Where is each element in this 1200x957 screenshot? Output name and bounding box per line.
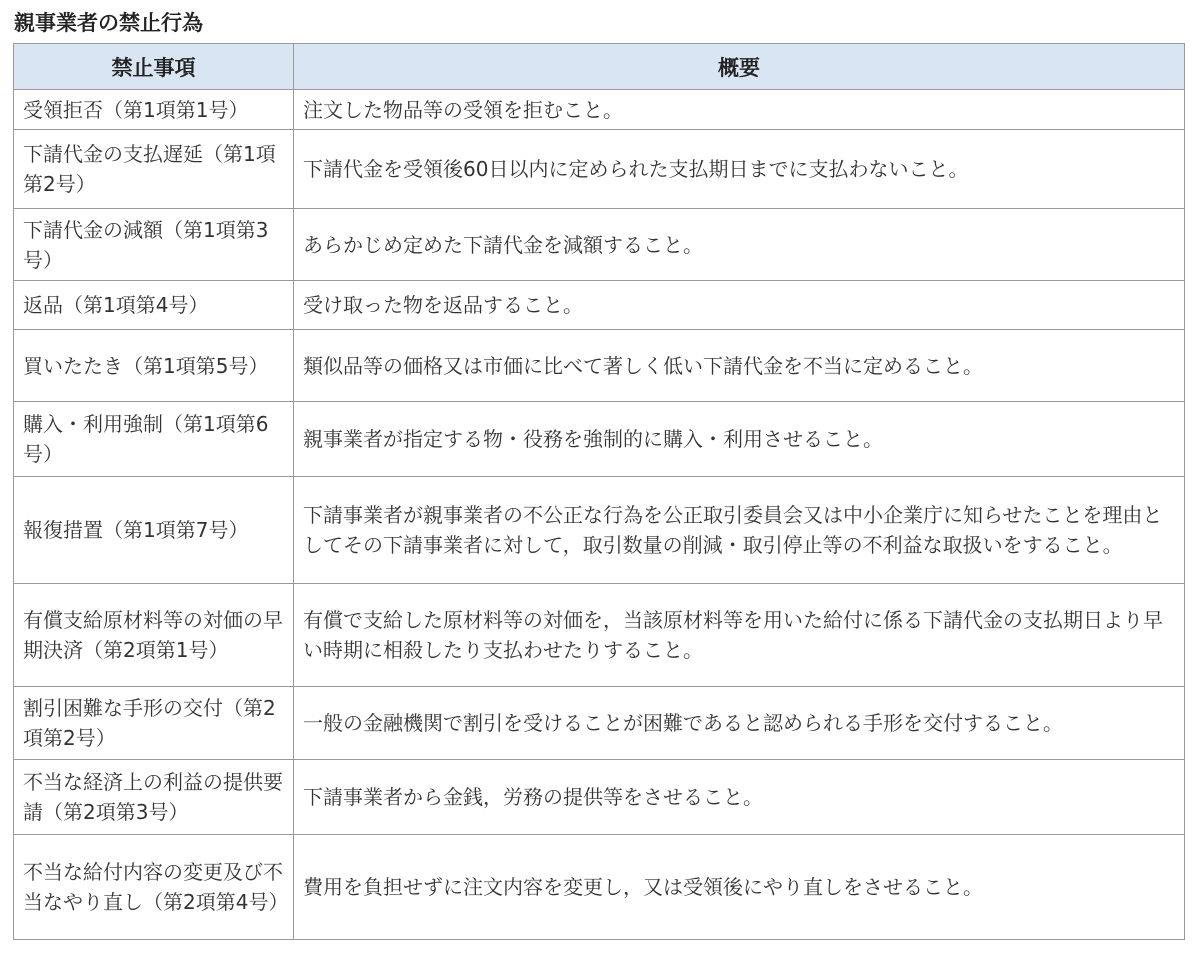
summary-cell: 下請事業者が親事業者の不公正な行為を公正取引委員会又は中小企業庁に知らせたことを理由としてその下請事業者に対して，取引数量の削減・取引停止等の不利益な取扱いをすること。 <box>294 477 1185 584</box>
summary-cell: 下請代金を受領後60日以内に定められた支払期日までに支払わないこと。 <box>294 130 1185 209</box>
prohibited-item-cell: 受領拒否（第1項第1号） <box>14 90 294 130</box>
summary-cell: 類似品等の価格又は市価に比べて著しく低い下請代金を不当に定めること。 <box>294 330 1185 402</box>
table-row <box>14 90 1185 130</box>
table-row <box>14 209 1185 281</box>
table-row <box>14 330 1185 402</box>
header-row <box>14 44 1185 90</box>
prohibited-item-cell: 下請代金の支払遅延（第1項第2号） <box>14 130 294 209</box>
section-title: 親事業者の禁止行為 <box>14 11 203 35</box>
header-prohibited-item: 禁止事項 <box>14 44 294 90</box>
prohibited-item-cell: 有償支給原材料等の対価の早期決済（第2項第1号） <box>14 584 294 687</box>
table-row <box>14 402 1185 477</box>
summary-cell: あらかじめ定めた下請代金を減額すること。 <box>294 209 1185 281</box>
table-row <box>14 760 1185 835</box>
summary-cell: 注文した物品等の受領を拒むこと。 <box>294 90 1185 130</box>
summary-cell: 費用を負担せずに注文内容を変更し，又は受領後にやり直しをさせること。 <box>294 835 1185 940</box>
prohibited-item-cell: 購入・利用強制（第1項第6号） <box>14 402 294 477</box>
prohibited-item-cell: 不当な経済上の利益の提供要請（第2項第3号） <box>14 760 294 835</box>
summary-cell: 有償で支給した原材料等の対価を，当該原材料等を用いた給付に係る下請代金の支払期日より早い時期に相殺したり支払わせたりすること。 <box>294 584 1185 687</box>
prohibited-item-cell: 返品（第1項第4号） <box>14 281 294 330</box>
table-row <box>14 687 1185 760</box>
summary-cell: 親事業者が指定する物・役務を強制的に購入・利用させること。 <box>294 402 1185 477</box>
summary-cell: 受け取った物を返品すること。 <box>294 281 1185 330</box>
prohibited-item-cell: 割引困難な手形の交付（第2項第2号） <box>14 687 294 760</box>
prohibited-item-cell: 買いたたき（第1項第5号） <box>14 330 294 402</box>
prohibited-item-cell: 下請代金の減額（第1項第3号） <box>14 209 294 281</box>
prohibited-item-cell: 不当な給付内容の変更及び不当なやり直し（第2項第4号） <box>14 835 294 940</box>
prohibited-item-cell: 報復措置（第1項第7号） <box>14 477 294 584</box>
table-row <box>14 584 1185 687</box>
table-row <box>14 130 1185 209</box>
header-summary: 概要 <box>294 44 1185 90</box>
table-row <box>14 835 1185 940</box>
prohibited-acts-table <box>13 43 1185 940</box>
summary-cell: 一般の金融機関で割引を受けることが困難であると認められる手形を交付すること。 <box>294 687 1185 760</box>
table-row <box>14 281 1185 330</box>
summary-cell: 下請事業者から金銭，労務の提供等をさせること。 <box>294 760 1185 835</box>
table-row <box>14 477 1185 584</box>
